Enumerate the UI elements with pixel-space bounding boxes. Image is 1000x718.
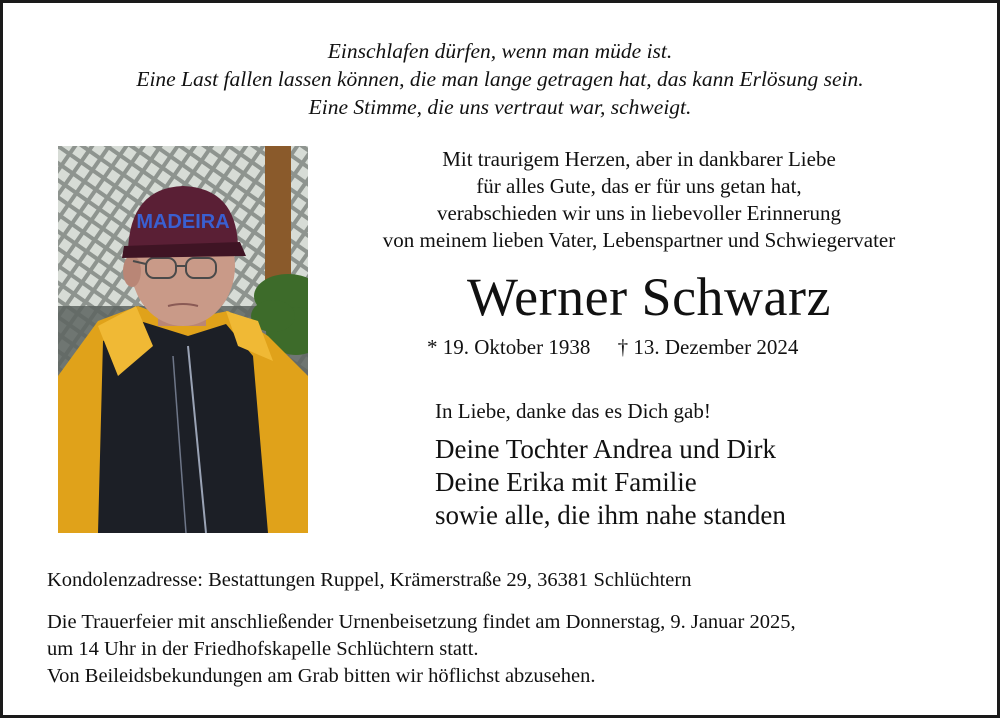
- portrait-illustration: [58, 146, 308, 533]
- mourner-line: Deine Tochter Andrea und Dirk: [435, 434, 777, 464]
- poem-line: Einschlafen dürfen, wenn man müde ist.: [327, 39, 673, 63]
- service-line: Die Trauerfeier mit anschließender Urnenbeisetzung findet am Donnerstag, 9. Januar 2025,: [47, 611, 796, 633]
- intro-line: verabschieden wir uns in liebevoller Erinnerung: [436, 201, 842, 225]
- service-line: um 14 Uhr in der Friedhofskapelle Schlüchtern statt.: [47, 638, 479, 660]
- intro-text: [323, 146, 955, 254]
- intro-line: Mit traurigem Herzen, aber in dankbarer Liebe: [442, 147, 836, 171]
- death-date: † 13. Dezember 2024: [617, 335, 799, 359]
- intro-line: von meinem lieben Vater, Lebenspartner und Schwiegervater: [382, 228, 896, 252]
- mourner-line: Deine Erika mit Familie: [435, 467, 697, 497]
- poem-line: Eine Stimme, die uns vertraut war, schweigt.: [308, 95, 692, 119]
- mourner-line: sowie alle, die ihm nahe standen: [435, 500, 786, 530]
- poem-line: Eine Last fallen lassen können, die man lange getragen hat, das kann Erlösung sein.: [136, 67, 864, 91]
- pillar: [265, 146, 291, 286]
- thanks-line: In Liebe, danke das es Dich gab!: [435, 399, 711, 423]
- portrait-photo: [58, 146, 308, 533]
- service-info: [47, 609, 796, 690]
- birth-date: * 19. Oktober 1938: [427, 335, 591, 359]
- deceased-name: Werner Schwarz: [467, 267, 831, 327]
- life-dates: [427, 333, 798, 361]
- intro-line: für alles Gute, das er für uns getan hat,: [476, 174, 802, 198]
- condolence-address: Kondolenzadresse: Bestattungen Ruppel, Krämerstraße 29, 36381 Schlüchtern: [47, 569, 692, 591]
- service-line: Von Beileidsbekundungen am Grab bitten wir höflichst abzusehen.: [47, 665, 596, 687]
- poem: [3, 37, 997, 121]
- cap-text: MADEIRA: [136, 211, 230, 233]
- mourners: [435, 433, 786, 532]
